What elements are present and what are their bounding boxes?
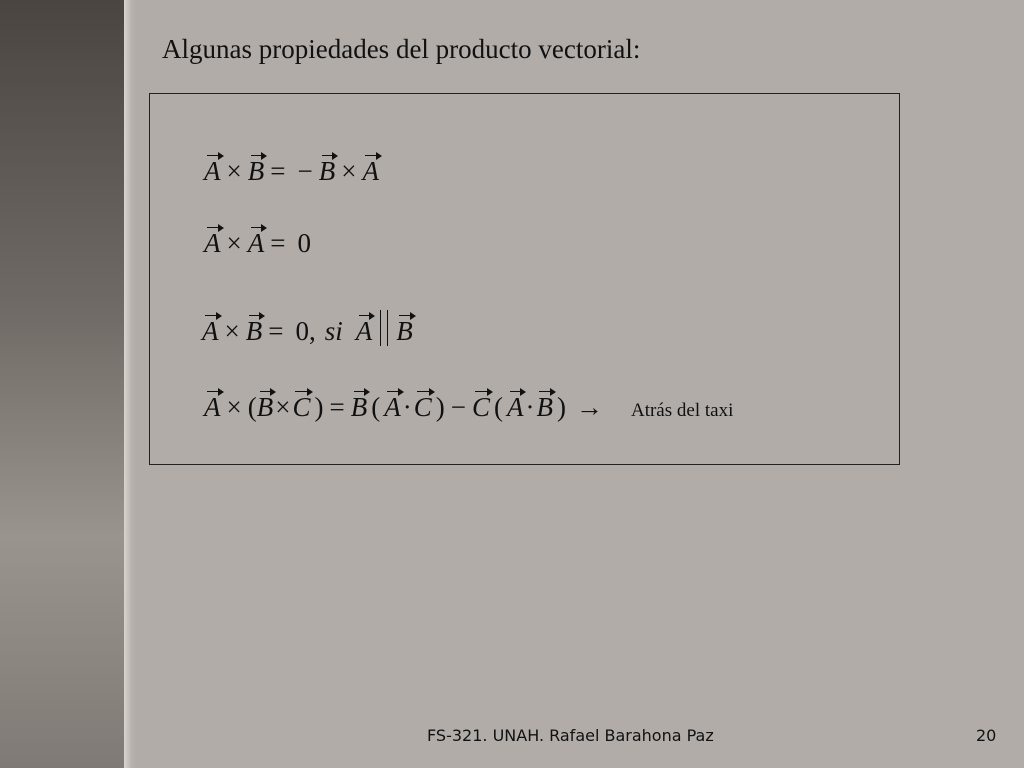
vector-c: C xyxy=(414,388,432,423)
cross-symbol: × xyxy=(341,156,357,186)
zero-value: 0, xyxy=(295,316,316,346)
cross-symbol: × xyxy=(224,316,240,346)
equals-symbol: = xyxy=(329,392,345,422)
slide-title: Algunas propiedades del producto vectorial: xyxy=(162,34,641,64)
vector-a: A xyxy=(356,312,373,347)
vector-b: B xyxy=(536,388,553,423)
equation-parallel xyxy=(202,304,413,347)
equals-symbol: = xyxy=(268,316,284,346)
vector-a: A xyxy=(384,388,401,423)
right-arrow-icon: → xyxy=(575,392,603,422)
vector-a: A xyxy=(507,388,524,423)
vector-b: B xyxy=(257,388,274,423)
close-paren: ) xyxy=(314,392,324,422)
vector-a: A xyxy=(204,224,221,259)
parallel-symbol xyxy=(380,310,388,346)
equation-triple-product xyxy=(204,388,733,423)
mnemonic-note: Atrás del taxi xyxy=(630,400,734,421)
minus-symbol: − xyxy=(297,156,313,186)
cross-symbol: × xyxy=(226,156,242,186)
vector-c: C xyxy=(472,388,490,423)
equation-self-cross xyxy=(204,224,317,259)
equation-anticommutative xyxy=(204,152,379,187)
dot-symbol: · xyxy=(525,392,535,422)
close-paren: ) xyxy=(435,392,445,422)
vector-a: A xyxy=(362,152,379,187)
left-decorative-bar xyxy=(0,0,124,768)
si-word: si xyxy=(324,316,343,346)
equals-symbol: = xyxy=(270,228,286,258)
slide-footer: FS-321. UNAH. Rafael Barahona Paz xyxy=(427,726,714,745)
vector-b: B xyxy=(246,312,263,347)
equations-box xyxy=(149,93,900,465)
vector-b: B xyxy=(351,388,368,423)
open-paren: ( xyxy=(247,392,257,422)
dot-symbol: · xyxy=(402,392,412,422)
cross-symbol: × xyxy=(226,228,242,258)
vector-a: A xyxy=(204,388,221,423)
vector-a: A xyxy=(248,224,265,259)
vector-a: A xyxy=(204,152,221,187)
vector-b: B xyxy=(248,152,265,187)
cross-symbol: × xyxy=(226,392,242,422)
cross-symbol: × xyxy=(275,392,291,422)
page-number: 20 xyxy=(976,726,997,745)
equals-symbol: = xyxy=(270,156,286,186)
vector-b: B xyxy=(396,312,413,347)
vector-c: C xyxy=(292,388,310,423)
vector-a: A xyxy=(202,312,219,347)
minus-symbol: − xyxy=(450,392,466,422)
zero-value: 0 xyxy=(297,228,311,258)
open-paren: ( xyxy=(371,392,381,422)
open-paren: ( xyxy=(493,392,503,422)
vector-b: B xyxy=(319,152,336,187)
left-bar-highlight xyxy=(124,0,136,768)
close-paren: ) xyxy=(556,392,566,422)
